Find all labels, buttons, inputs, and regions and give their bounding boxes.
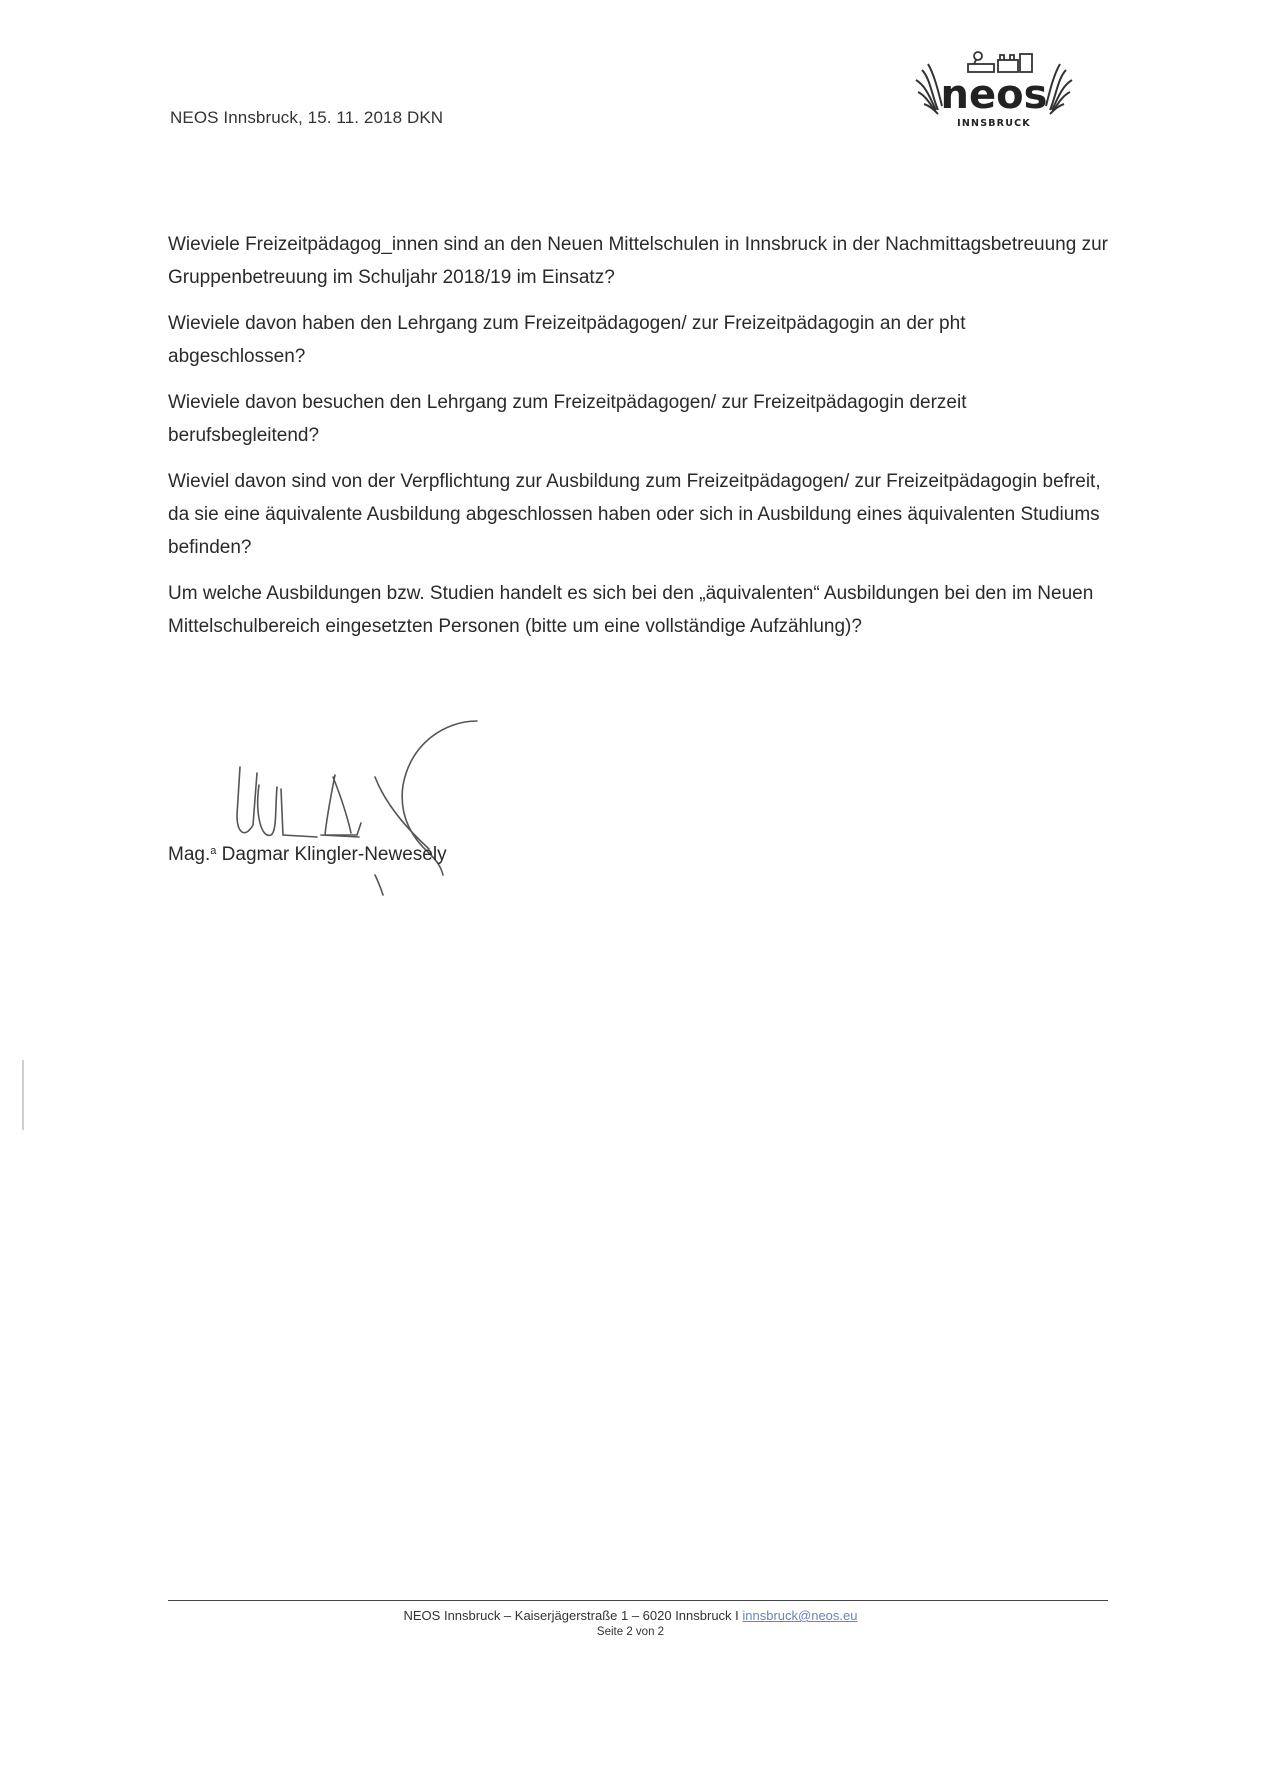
question-paragraph: Wieviel davon sind von der Verpflichtung zur Ausbildung zum Freizeitpädagogen/ zur Freizeitpädagogin befreit, da sie eine äquivalente Ausbildung abgeschlossen haben oder sich in Ausbildung eines äquivalenten Studiums befinden? [168, 471, 1101, 558]
footer-address-text: NEOS Innsbruck – Kaiserjägerstraße 1 – 6020 Innsbruck I [403, 1608, 743, 1623]
question-paragraph: Um welche Ausbildungen bzw. Studien handelt es sich bei den „äquivalenten“ Ausbildungen bei den im Neuen Mittelschulbereich eingesetzten Personen (bitte um eine vollständige Aufzählung)? [168, 583, 1094, 637]
question-paragraph: Wieviele Freizeitpädagog_innen sind an den Neuen Mittelschulen in Innsbruck in der Nachmittagsbetreuung zur Gruppenbetreuung im Schuljahr 2018/19 im Einsatz? [168, 234, 1108, 288]
letter-body [168, 228, 1108, 656]
question-paragraph: Wieviele davon besuchen den Lehrgang zum Freizeitpädagogen/ zur Freizeitpädagogin derzeit berufsbegleitend? [168, 392, 967, 446]
handwritten-signature [215, 715, 495, 905]
footer-email-link[interactable]: innsbruck@neos.eu [742, 1608, 858, 1623]
logo-wordmark: neos [940, 72, 1048, 118]
footer-address [0, 1608, 1261, 1623]
neos-innsbruck-logo [912, 48, 1076, 134]
wings-and-landmarks-icon [912, 48, 1076, 134]
signatory-title-superscript: a [210, 845, 217, 857]
logo-subtitle: INNSBRUCK [957, 118, 1031, 129]
page-number: Seite 2 von 2 [596, 1626, 665, 1638]
signatory-name [168, 844, 447, 866]
signatory-title: Mag. [168, 844, 211, 865]
signatory-full-name: Dagmar Klingler-Newesely [216, 844, 447, 865]
footer-divider [168, 1600, 1108, 1601]
scan-artifact-mark [22, 1060, 24, 1130]
question-paragraph: Wieviele davon haben den Lehrgang zum Freizeitpädagogen/ zur Freizeitpädagogin an der pht abgeschlossen? [168, 313, 966, 367]
document-header-line: NEOS Innsbruck, 15. 11. 2018 DKN [170, 108, 444, 127]
